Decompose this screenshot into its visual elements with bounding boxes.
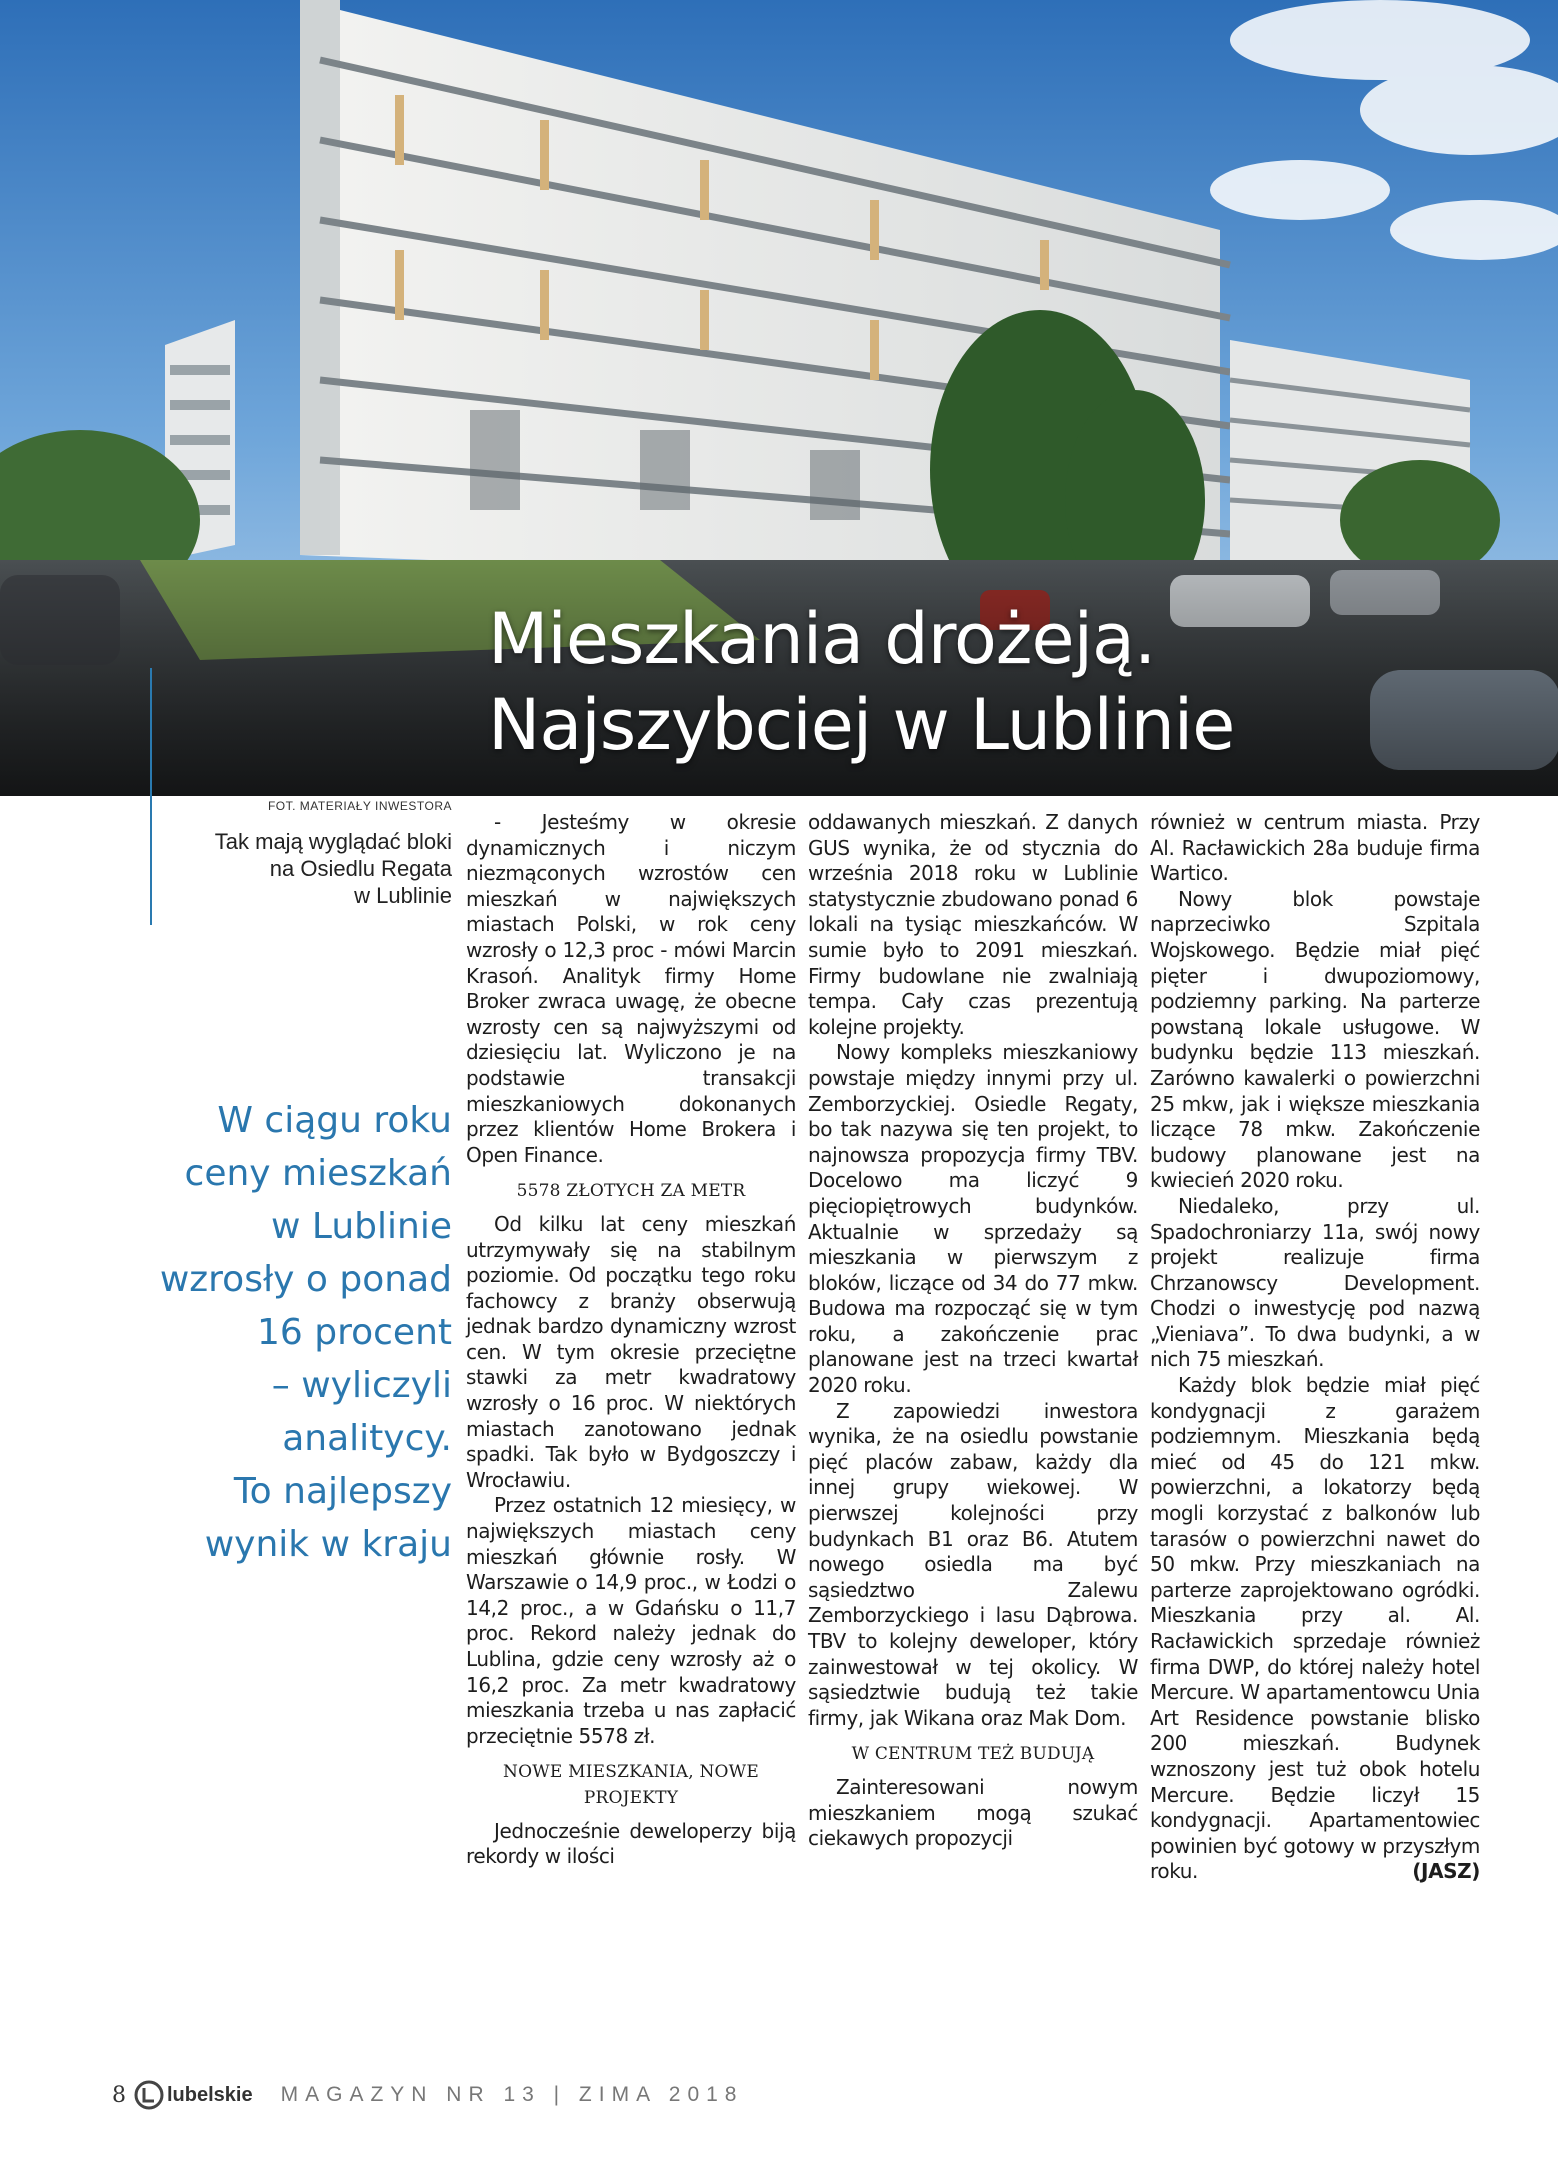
pullquote-line: To najlepszy: [233, 1471, 452, 1512]
paragraph: Jednocześnie deweloperzy biją rekordy w ilości: [466, 1818, 796, 1869]
section-subheading: NOWE MIESZKANIA, NOWE PROJEKTY: [503, 1762, 759, 1808]
article-column-1: [466, 810, 796, 1870]
photo-credit: FOT. MATERIAŁY INWESTORA: [267, 799, 452, 813]
paragraph: Z zapowiedzi inwestora wynika, że na osiedlu powstanie pięć placów zabaw, każdy dla innej grupy wiekowej. W pierwszej kolejności przy budynkach B1 oraz B6. Atutem nowego osiedla ma być sąsiedztwo Zalewu Zemborzyckiego i lasu Dąbrowa. TBV to kolejny deweloper, który zainwestował w tej okolicy. W sąsiedztwie budują też takie firmy, jak Wikana oraz Mak Dom.: [808, 1398, 1138, 1730]
author-signature: (JASZ): [1412, 1859, 1480, 1884]
paragraph: Zainteresowani nowym mieszkaniem mogą szukać ciekawych propozycji: [808, 1774, 1138, 1851]
pull-quote: [130, 1094, 452, 1571]
page-number: 8: [112, 2082, 126, 2108]
article-column-2: [808, 810, 1138, 1852]
paragraph: również w centrum miasta. Przy Al. Racławickich 28a buduje firma Wartico.: [1150, 810, 1480, 886]
pullquote-line: w Lublinie: [271, 1206, 452, 1247]
section-subheading: 5578 ZŁOTYCH ZA METR: [516, 1181, 746, 1202]
paragraph: Nowy kompleks mieszkaniowy powstaje między innymi przy ul. Zemborzyckiej. Osiedle Regaty, bo tak nazywa się ten projekt, to najnowsza propozycja firmy TBV. Docelowo ma liczyć 9 pięciopiętrowych budynków. Aktualnie w sprzedaży są mieszkania w pierwszym z bloków, liczące od 34 do 77 mkw. Budowa ma rozpocząć się w tym roku, a zakończenie prac planowane jest na trzeci kwartał 2020 roku.: [808, 1040, 1138, 1398]
logo-mark-icon: [134, 2080, 164, 2110]
caption-rule: [150, 668, 152, 925]
magazine-logo: [134, 2080, 253, 2110]
pullquote-line: W ciągu roku: [217, 1100, 452, 1141]
paragraph: Niedaleko, przy ul. Spadochroniarzy 11a, swój nowy projekt realizuje firma Chrzanowscy Development. Chodzi o inwestycję pod nazwą „Vieniava”. To dwa budynki, a w nich 75 mieszkań.: [1150, 1193, 1480, 1372]
article-column-3: [1150, 810, 1480, 1885]
pullquote-line: wzrosły o ponad: [159, 1259, 452, 1300]
logo-text: lubelskie: [167, 2083, 253, 2106]
paragraph: - Jesteśmy w okresie dynamicznych i niczym niezmąconych wzrostów cen mieszkań w największych miastach Polski, w rok ceny wzrosły o 12,3 proc - mówi Marcin Krasoń. Analityk firmy Home Broker zwraca uwagę, że obecne wzrosty cen są najwyższymi od dziesięciu lat. Wyliczono je na podstawie transakcji mieszkaniowych dokonanych przez klientów Home Brokera i Open Finance.: [466, 810, 796, 1167]
photo-caption: [160, 828, 452, 909]
page-footer: [112, 2078, 744, 2112]
pullquote-line: – wyliczyli: [271, 1365, 452, 1406]
pullquote-line: 16 procent: [256, 1312, 452, 1353]
pullquote-line: ceny mieszkań: [184, 1153, 452, 1194]
pullquote-line: wynik w kraju: [204, 1524, 452, 1565]
paragraph: oddawanych mieszkań. Z danych GUS wynika, że od stycznia do września 2018 roku w Lublinie statystycznie zbudowano ponad 6 lokali na tysiąc mieszkańców. W sumie było to 2091 mieszkań. Firmy budowlane nie zwalniają tempa. Cały czas prezentują kolejne projekty.: [808, 810, 1138, 1039]
section-subheading: W CENTRUM TEŻ BUDUJĄ: [851, 1744, 1095, 1765]
hero-photo: [0, 0, 1558, 796]
paragraph: Nowy blok powstaje naprzeciwko Szpitala Wojskowego. Będzie miał pięć pięter i dwupoziomowy, podziemny parking. Na parterze powstaną lokale usługowe. W budynku będzie 113 mieszkań. Zarówno kawalerki o powierzchni 25 mkw, jak i większe mieszkania liczące 78 mkw. Zakończenie budowy planowane jest na kwiecień 2020 roku.: [1150, 886, 1480, 1193]
magazine-issue: MAGAZYN NR 13 | ZIMA 2018: [280, 2083, 744, 2106]
pullquote-line: analitycy.: [282, 1418, 452, 1459]
article-headline: [488, 596, 1234, 768]
caption-line: Tak mają wyglądać bloki: [214, 829, 452, 854]
paragraph: Przez ostatnich 12 miesięcy, w największych miastach ceny mieszkań głównie rosły. W Warszawie o 14,9 proc., w Łodzi o 14,2 proc., a w Gdańsku o 11,7 proc. Rekord należy jednak do Lublina, gdzie ceny wzrosły aż o 16,2 proc. Za metr kwadratowy mieszkania trzeba u nas zapłacić przeciętnie 5578 zł.: [466, 1493, 796, 1748]
headline-line-1: Mieszkania drożeją.: [488, 598, 1156, 680]
paragraph: [1150, 1373, 1480, 1885]
caption-line: w Lublinie: [354, 883, 452, 908]
paragraph: Od kilku lat ceny mieszkań utrzymywały się na stabilnym poziomie. Od początku tego roku fachowcy z branży obserwują jednak bardzo dynamiczny wzrost cen. W tym okresie przeciętne stawki za metr kwadratowy wzrosły o 16 proc. W niektórych miastach zanotowano jednak spadki. Tak było w Bydgoszczy i Wrocławiu.: [466, 1211, 796, 1492]
headline-line-2: Najszybciej w Lublinie: [488, 684, 1235, 766]
caption-line: na Osiedlu Regata: [269, 856, 452, 881]
paragraph-text: Każdy blok będzie miał pięć kondygnacji z garażem podziemnym. Mieszkania będą mieć od 45 do 121 mkw. powierzchni, a lokatorzy będą mogli korzystać z balkonów lub tarasów o powierzchni nawet do 50 mkw. Przy mieszkaniach na parterze zaprojektowano ogródki. Mieszkania przy al. Al. Racławickich sprzedaje również firma DWP, do której należy hotel Mercure. W apartamentowcu Unia Art Residence powstanie blisko 200 mieszkań. Budynek wznoszony jest tuż obok hotelu Mercure. Będzie liczył 15 kondygnacji. Apartamentowiec powinien być gotowy w przyszłym roku.: [1150, 1373, 1480, 1884]
